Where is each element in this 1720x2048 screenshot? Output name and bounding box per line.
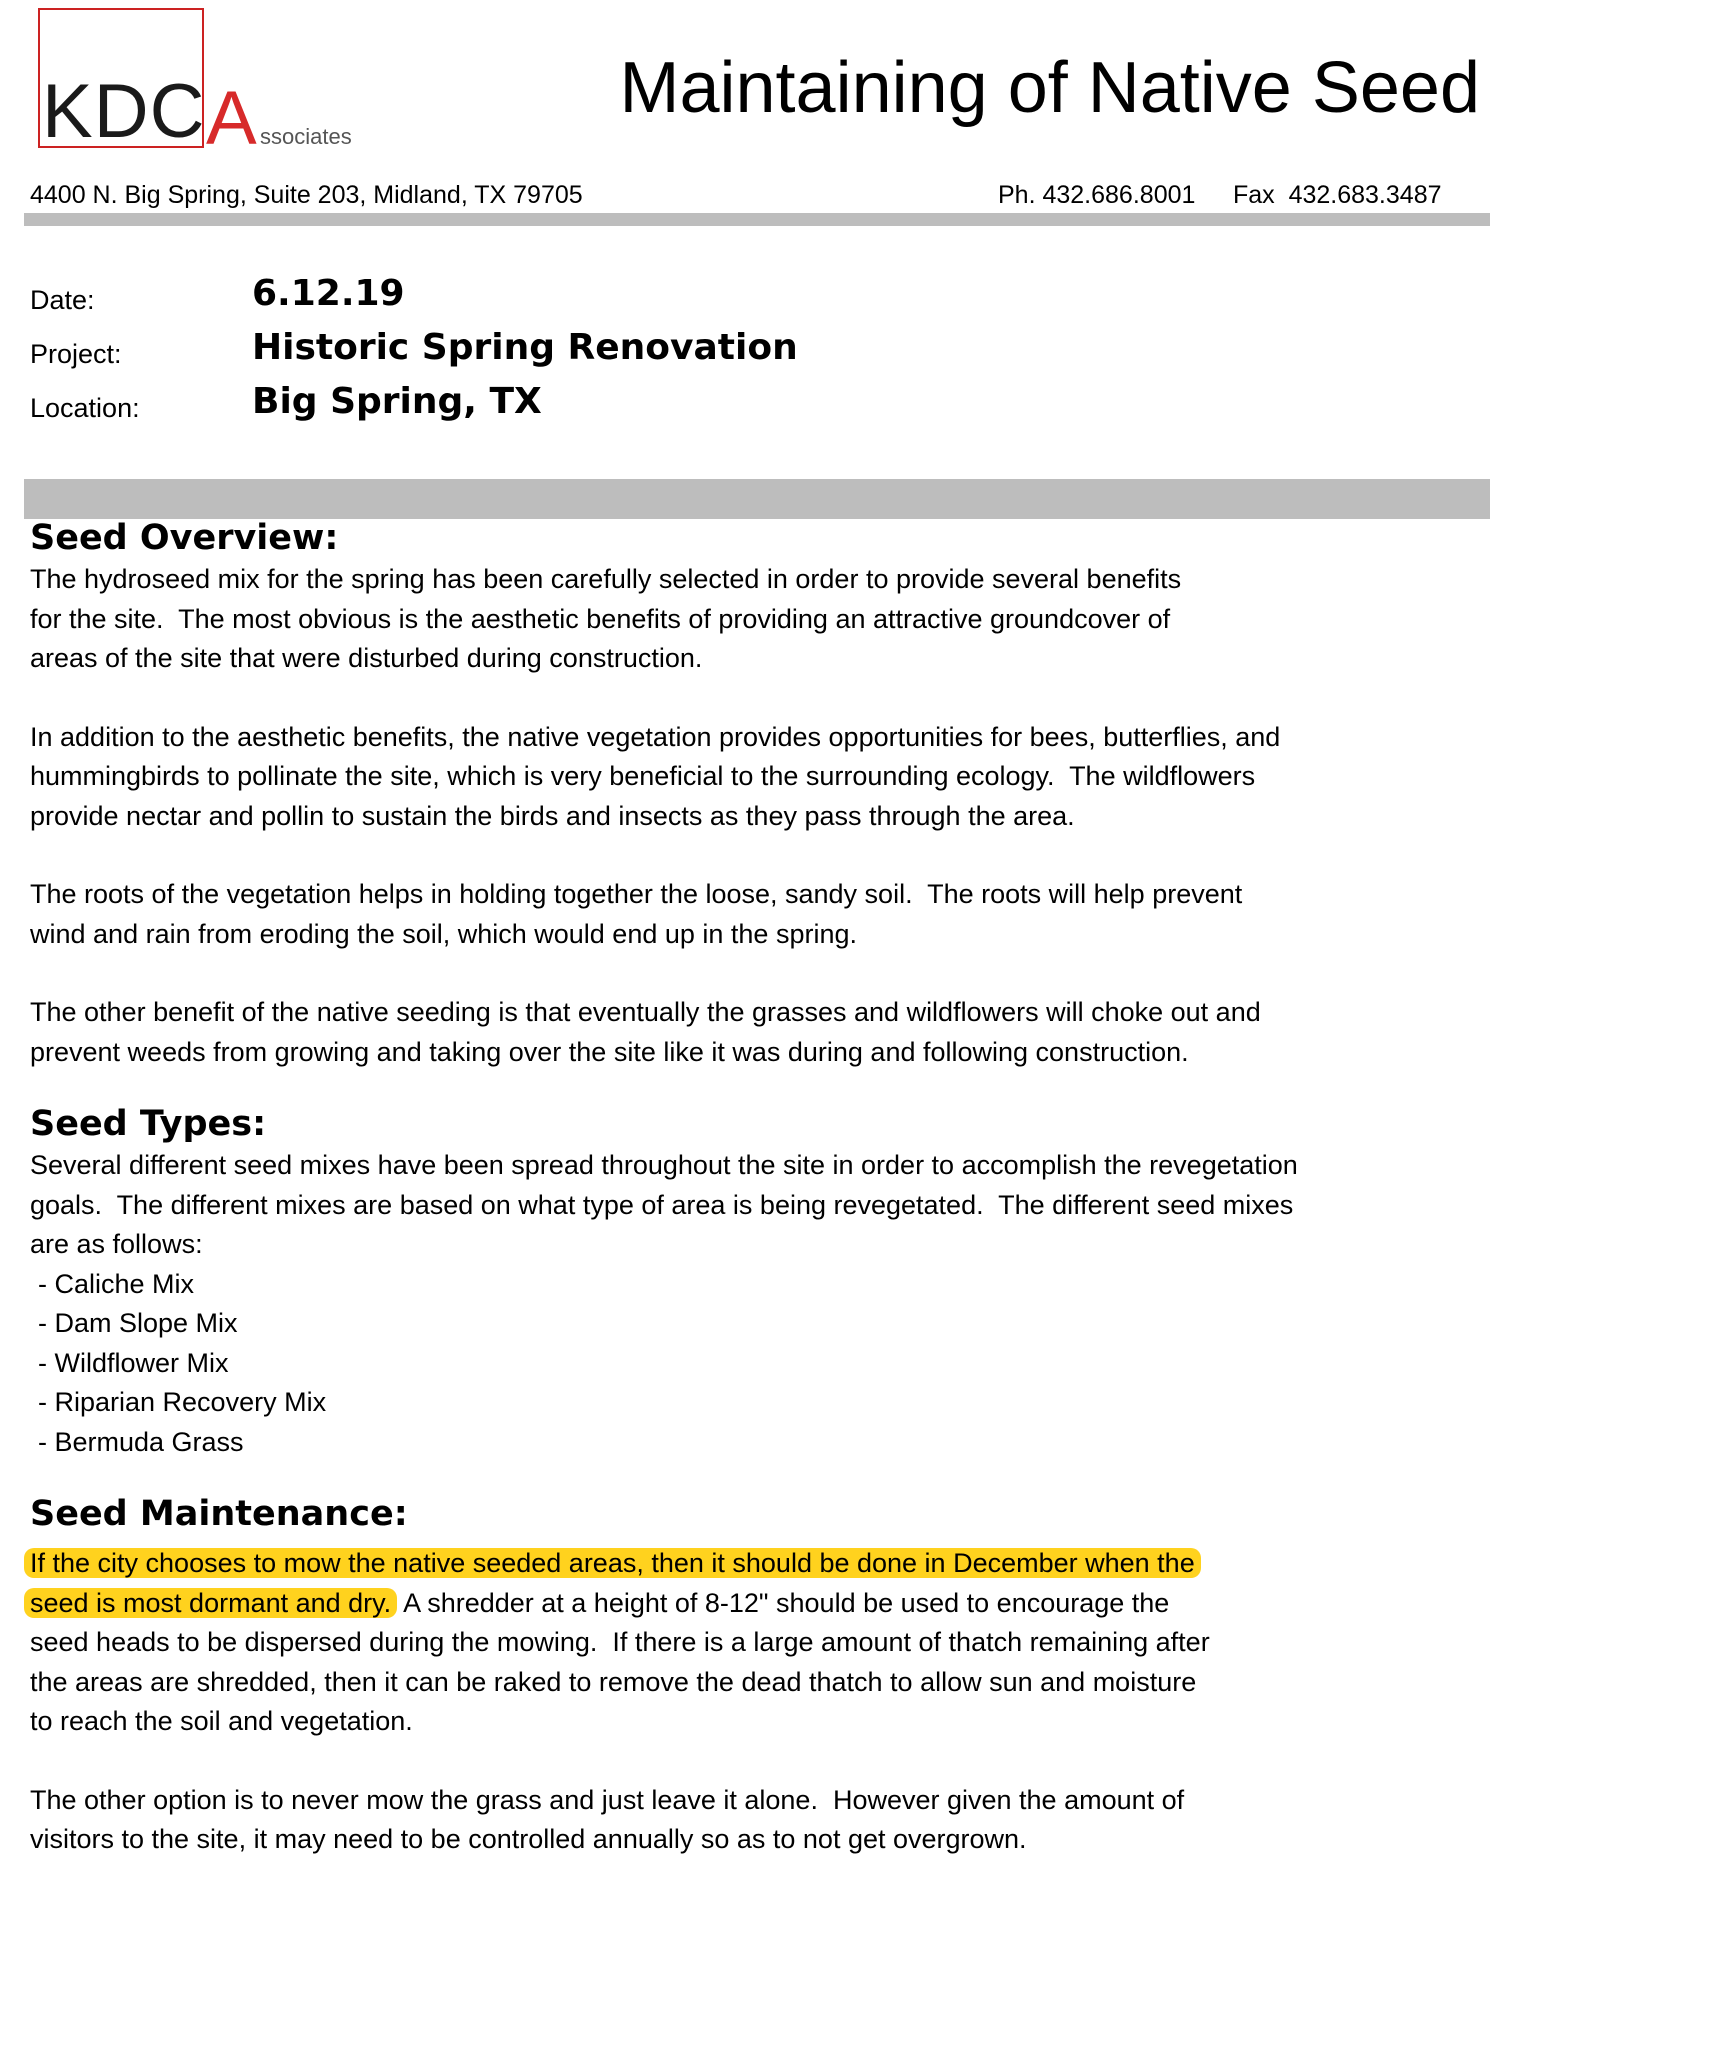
location-label: Location:: [30, 393, 140, 423]
logo-letters-main: KDC: [42, 69, 206, 154]
paragraph-line: for the site. The most obvious is the aesthetic benefits of providing an attractive groundcover of: [30, 603, 1171, 634]
paragraph-line: [30, 1544, 1470, 1584]
overview-paragraph-1: [30, 560, 1470, 679]
header-divider: [24, 213, 1490, 226]
location-value: Big Spring, TX: [252, 381, 542, 422]
paragraph-line: to reach the soil and vegetation.: [30, 1706, 413, 1736]
company-fax: Fax 432.683.3487: [1233, 181, 1442, 209]
overview-paragraph-2: [30, 718, 1470, 837]
list-item: - Riparian Recovery Mix: [38, 1387, 327, 1417]
paragraph-line: the areas are shredded, then it can be raked to remove the dead thatch to allow sun and moisture: [30, 1666, 1197, 1697]
highlighted-text: seed is most dormant and dry.: [24, 1588, 397, 1618]
seed-overview-heading: Seed Overview:: [30, 518, 339, 558]
seed-types-heading: Seed Types:: [30, 1104, 267, 1144]
project-label: Project:: [30, 339, 122, 369]
project-value: Historic Spring Renovation: [252, 327, 798, 368]
overview-paragraph-4: [30, 993, 1470, 1072]
list-item: - Caliche Mix: [38, 1268, 195, 1299]
paragraph-line: prevent weeds from growing and taking over the site like it was during and following construction.: [30, 1036, 1189, 1067]
document-title: Maintaining of Native Seed: [619, 48, 1480, 128]
list-item: - Wildflower Mix: [38, 1347, 229, 1378]
paragraph-line: [30, 1584, 1470, 1624]
paragraph-line: visitors to the site, it may need to be controlled annually so as to not get overgrown.: [30, 1824, 1027, 1854]
paragraph-line: The roots of the vegetation helps in holding together the loose, sandy soil. The roots will help prevent: [30, 879, 1243, 909]
paragraph-text: A shredder at a height of 8-12" should be used to encourage the: [397, 1587, 1170, 1618]
paragraph-line: areas of the site that were disturbed during construction.: [30, 643, 703, 673]
seed-mix-list: [30, 1265, 1470, 1463]
maintenance-paragraph-2: [30, 1781, 1470, 1860]
company-phone: Ph. 432.686.8001: [998, 181, 1196, 209]
date-value: 6.12.19: [252, 273, 405, 314]
paragraph-line: hummingbirds to pollinate the site, which is very beneficial to the surrounding ecology. The wildflowers: [30, 761, 1256, 791]
paragraph-line: are as follows:: [30, 1229, 203, 1259]
paragraph-line: In addition to the aesthetic benefits, the native vegetation provides opportunities for bees, butterflies, and: [30, 721, 1281, 752]
list-item: - Bermuda Grass: [38, 1426, 244, 1457]
overview-paragraph-3: [30, 875, 1470, 954]
maintenance-paragraph-1: [30, 1544, 1470, 1742]
document-body: [30, 516, 1470, 1860]
seed-maintenance-heading: Seed Maintenance:: [30, 1494, 408, 1534]
date-label: Date:: [30, 285, 95, 315]
section-divider: [24, 479, 1490, 519]
highlighted-text: If the city chooses to mow the native seeded areas, then it should be done in December when the: [24, 1548, 1201, 1578]
paragraph-line: The other benefit of the native seeding is that eventually the grasses and wildflowers will choke out and: [30, 997, 1261, 1027]
seed-types-intro: [30, 1146, 1470, 1265]
list-item: - Dam Slope Mix: [38, 1308, 238, 1338]
company-address: 4400 N. Big Spring, Suite 203, Midland, TX 79705: [30, 181, 583, 209]
logo-letters-small: ssociates: [260, 124, 352, 149]
paragraph-line: Several different seed mixes have been spread throughout the site in order to accomplish the revegetation: [30, 1150, 1298, 1180]
paragraph-line: goals. The different mixes are based on what type of area is being revegetated. The different seed mixes: [30, 1189, 1294, 1220]
paragraph-line: The other option is to never mow the grass and just leave it alone. However given the amount of: [30, 1784, 1185, 1815]
paragraph-line: wind and rain from eroding the soil, which would end up in the spring.: [30, 918, 857, 949]
paragraph-line: seed heads to be dispersed during the mowing. If there is a large amount of thatch remaining after: [30, 1627, 1210, 1657]
logo-letter-accent: A: [206, 76, 257, 161]
paragraph-line: provide nectar and pollin to sustain the birds and insects as they pass through the area.: [30, 800, 1075, 831]
paragraph-line: The hydroseed mix for the spring has been carefully selected in order to provide several benefits: [30, 564, 1182, 594]
